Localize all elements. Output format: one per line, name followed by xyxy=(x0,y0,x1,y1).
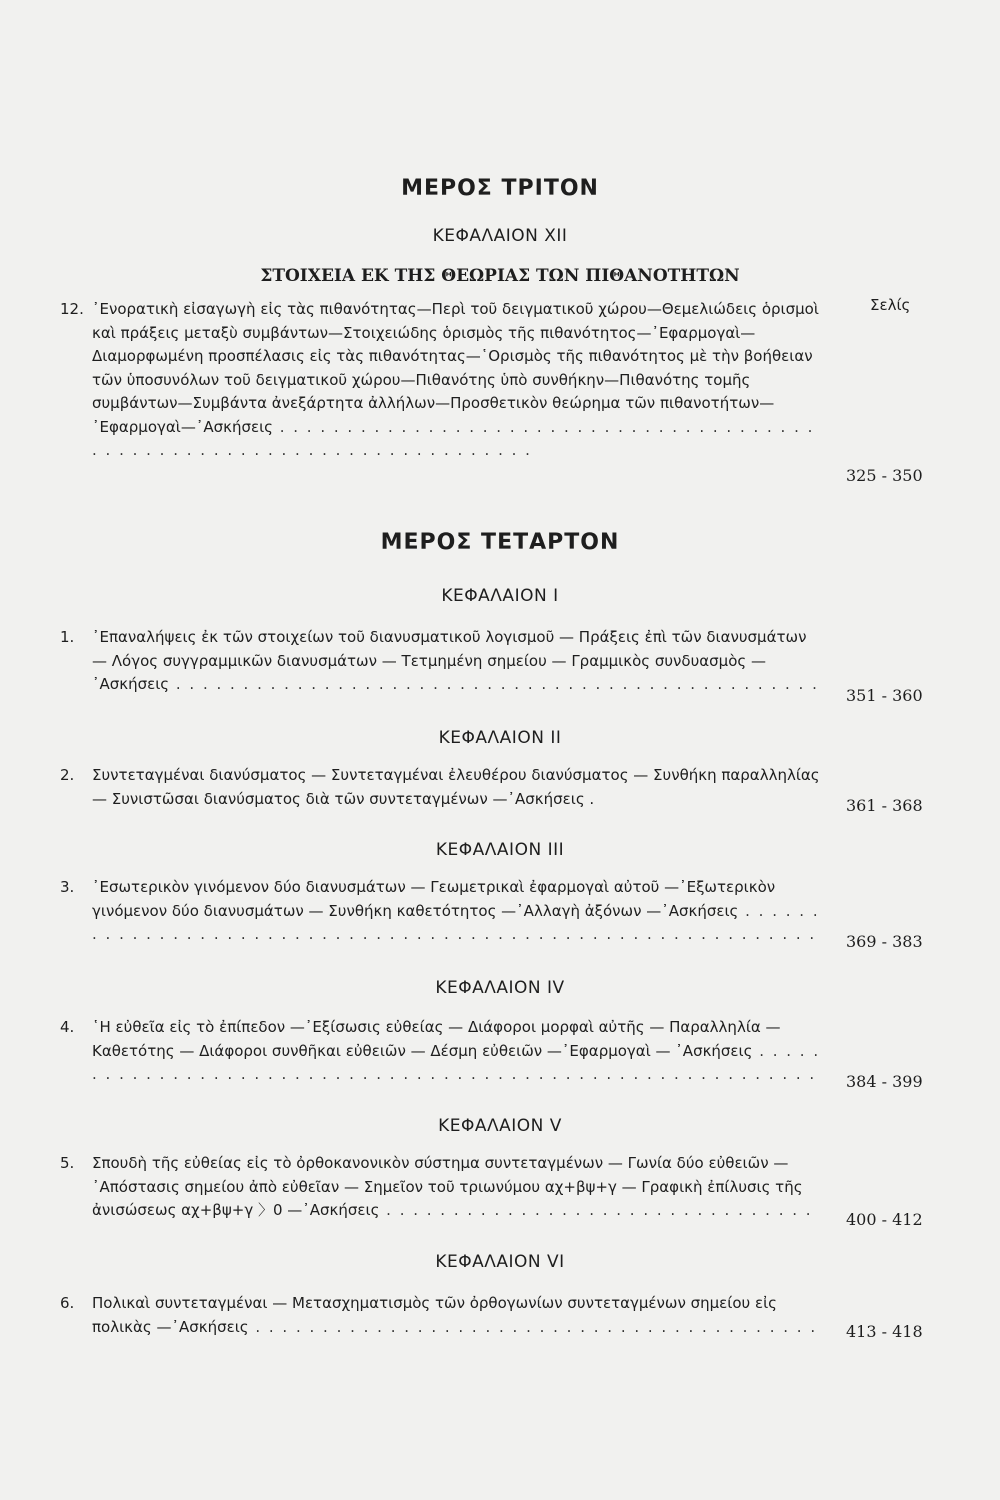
part-three-title: ΜΕΡΟΣ ΤΡΙΤΟΝ xyxy=(401,176,599,201)
chapter-ii-heading: ΚΕΦΑΛΑΙΟΝ II xyxy=(438,728,562,748)
toc-entry-4 xyxy=(60,1016,822,1086)
chapter-vi-heading: ΚΕΦΑΛΑΙΟΝ VI xyxy=(435,1252,565,1272)
toc-entry-1 xyxy=(60,626,822,696)
part-four-title: ΜΕΡΟΣ ΤΕΤΑΡΤΟΝ xyxy=(380,530,620,555)
chapter-iv-heading: ΚΕΦΑΛΑΙΟΝ IV xyxy=(435,978,565,998)
entry-6-pages: 413 - 418 xyxy=(846,1322,923,1341)
toc-entry-5 xyxy=(60,1152,822,1222)
chapter-i-heading: ΚΕΦΑΛΑΙΟΝ I xyxy=(441,586,559,606)
entry-number: 2. xyxy=(60,766,75,784)
entry-number: 6. xyxy=(60,1294,75,1312)
entry-1-pages: 351 - 360 xyxy=(846,686,923,705)
entry-4-pages: 384 - 399 xyxy=(846,1072,923,1091)
chapter-v-heading: ΚΕΦΑΛΑΙΟΝ V xyxy=(438,1116,562,1136)
pages-column-header: Σελίς xyxy=(870,296,911,314)
entry-number: 1. xyxy=(60,628,75,646)
entry-text: Σπουδὴ τῆς εὐθείας εἰς τὸ ὀρθοκανονικὸν σύστημα συντεταγμένων — Γωνία δύο εὐθειῶν —᾿Απόστασις σημείου ἀπὸ εὐθεῖαν — Σημεῖον τοῦ τριωνύμου αχ+βψ+γ — Γραφικὴ ἐπίλυσις τῆς ἀνισώσεως αχ+βψ+γ 〉0 —᾿Ασκήσεις xyxy=(92,1154,803,1219)
toc-entry-2 xyxy=(60,764,822,811)
entry-5-pages: 400 - 412 xyxy=(846,1210,923,1229)
entry-number: 12. xyxy=(60,300,84,318)
entry-text: ᾿Επαναλήψεις ἐκ τῶν στοιχείων τοῦ διανυσματικοῦ λογισμοῦ — Πράξεις ἐπὶ τῶν διανυσμάτων — Λόγος συγγραμμικῶν διανυσμάτων — Τετμημένη σημείου — Γραμμικὸς συνδυασμὸς — ᾿Ασκήσεις xyxy=(92,628,807,693)
entry-text: ᾿Ενορατικὴ εἰσαγωγὴ εἰς τὰς πιθανότητας—Περὶ τοῦ δειγματικοῦ χώρου—Θεμελιώδεις ὁρισμοὶ καὶ πράξεις μεταξὺ συμβάντων—Στοιχειώδης ὁρισμὸς τῆς πιθανότητος—᾿Εφαρμογαὶ—Διαμορφωμένη προσπέλασις εἰς τὰς πιθανότητας—῾Ορισμὸς τῆς πιθανότητος μὲ τὴν βοήθειαν τῶν ὑποσυνόλων τοῦ δειγματικοῦ χώρου—Πιθανότης ὑπὸ συνθήκην—Πιθανότης τομῆς συμβάντων—Συμβάντα ἀνεξάρτητα ἀλλήλων—Προσθετικὸν θεώρημα τῶν πιθανοτήτων—᾿Εφαρμογαὶ—᾿Ασκήσεις xyxy=(92,300,819,436)
entry-text: ῾Η εὐθεῖα εἰς τὸ ἐπίπεδον —᾿Εξίσωσις εὐθείας — Διάφοροι μορφαὶ αὐτῆς — Παραλληλία — Καθετότης — Διάφοροι συνθῆκαι εὐθειῶν — Δέσμη εὐθειῶν —᾿Εφαρμογαὶ — ᾿Ασκήσεις xyxy=(92,1018,781,1060)
entry-number: 3. xyxy=(60,878,75,896)
entry-number: 5. xyxy=(60,1154,75,1172)
chapter-iii-heading: ΚΕΦΑΛΑΙΟΝ III xyxy=(435,840,565,860)
chapter-xii-heading: ΚΕΦΑΛΑΙΟΝ XII xyxy=(432,226,568,246)
entry-3-pages: 369 - 383 xyxy=(846,932,923,951)
entry-2-pages: 361 - 368 xyxy=(846,796,923,815)
toc-entry-12 xyxy=(60,298,822,463)
entry-text: ᾿Εσωτερικὸν γινόμενον δύο διανυσμάτων — Γεωμετρικαὶ ἐφαρμογαὶ αὐτοῦ —᾿Εξωτερικὸν γινόμενον δύο διανυσμάτων — Συνθήκη καθετότητος —᾿Αλλαγὴ ἀξόνων —᾿Ασκήσεις xyxy=(92,878,776,920)
entry-text: Πολικαὶ συντεταγμέναι — Μετασχηματισμὸς τῶν ὀρθογωνίων συντεταγμένων σημείου εἰς πολικὰς —᾿Ασκήσεις xyxy=(92,1294,777,1336)
toc-entry-6 xyxy=(60,1292,822,1339)
entry-text: Συντεταγμέναι διανύσματος — Συντεταγμέναι ἐλευθέρου διανύσματος — Συνθήκη παραλληλίας — Συνιστῶσαι διανύσματος διὰ τῶν συντεταγμένων —᾿Ασκήσεις . xyxy=(92,766,820,808)
leader-dots xyxy=(92,675,819,696)
toc-entry-3 xyxy=(60,876,822,946)
entry-12-pages: 325 - 350 xyxy=(846,466,923,485)
entry-number: 4. xyxy=(60,1018,75,1036)
chapter-xii-subtitle: ΣΤΟΙΧΕΙΑ ΕΚ ΤΗΣ ΘΕΩΡΙΑΣ ΤΩΝ ΠΙΘΑΝΟΤΗΤΩΝ xyxy=(260,266,740,286)
